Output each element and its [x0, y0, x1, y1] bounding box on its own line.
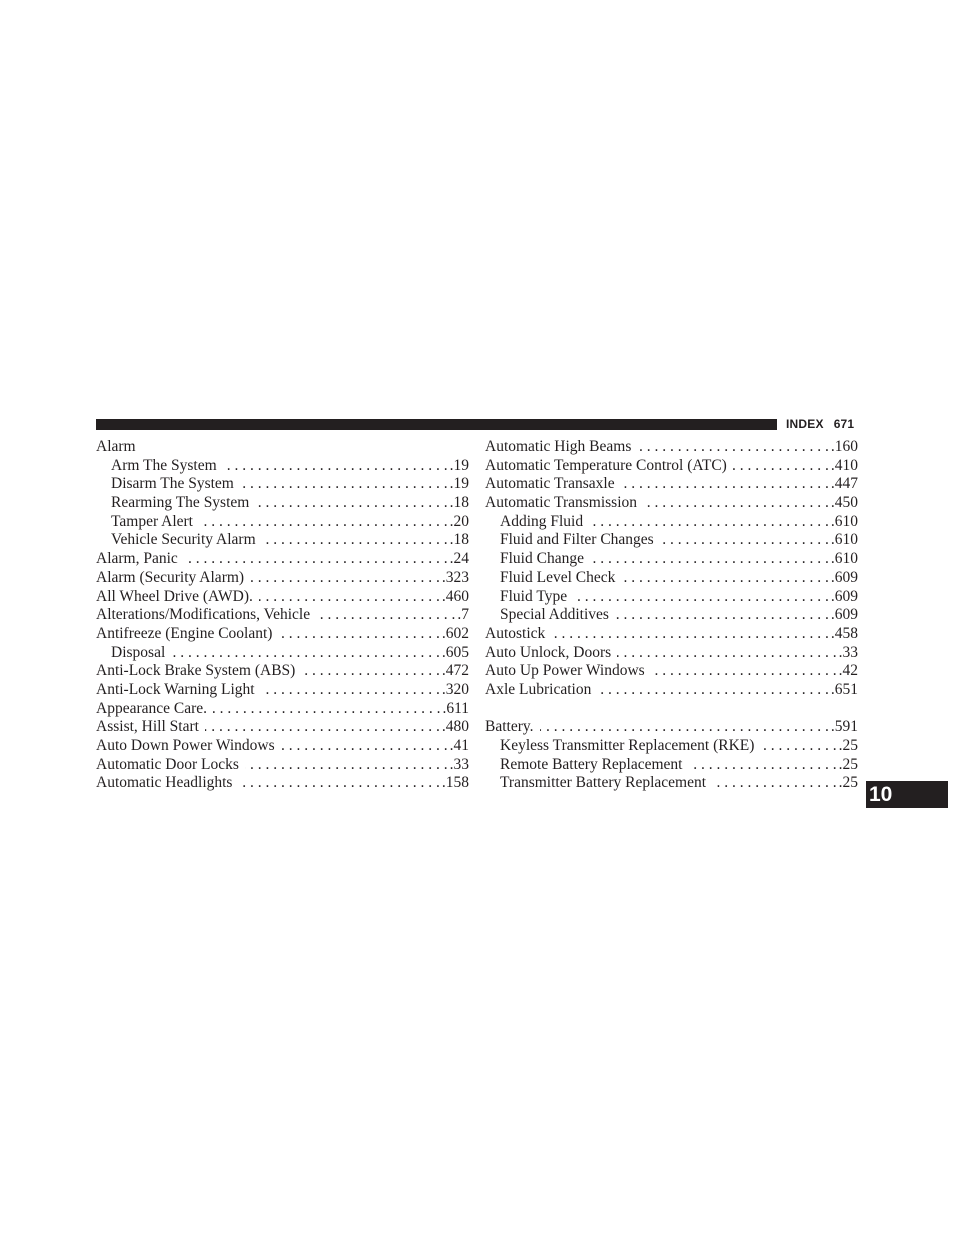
dot-leader: [733, 457, 829, 476]
index-page-ref: . 320: [442, 681, 469, 700]
index-term: Automatic Transmission: [485, 494, 638, 512]
index-term: Fluid Change: [500, 550, 584, 568]
index-page-ref: . 18: [450, 531, 469, 550]
dot-leader: [621, 569, 829, 588]
dot-leader: [760, 737, 836, 756]
dot-leader: [589, 513, 829, 532]
index-subentry: [96, 513, 469, 532]
index-page-ref: . 25: [839, 756, 858, 775]
index-page-ref: . 609: [831, 606, 858, 625]
index-entry: [96, 700, 469, 719]
dot-leader: [637, 438, 829, 457]
dot-leader: [223, 457, 448, 476]
dot-leader: [660, 531, 829, 550]
section-title: INDEX: [786, 417, 824, 431]
index-term: Autostick: [485, 624, 546, 642]
index-entry: [96, 569, 469, 588]
index-subentry: [485, 606, 858, 625]
dot-leader: [213, 700, 440, 719]
index-page-ref: . 609: [831, 569, 858, 588]
index-term: Fluid and Filter Changes: [500, 531, 654, 549]
index-term: Alarm (Security Alarm): [96, 568, 245, 586]
dot-leader: [255, 494, 447, 513]
index-term: Auto Down Power Windows: [96, 737, 275, 754]
index-term: All Wheel Drive (AWD).: [96, 587, 253, 605]
dot-leader: [184, 550, 448, 569]
index-term: Alarm: [96, 438, 136, 455]
dot-leader: [262, 531, 448, 550]
dot-leader: [240, 475, 448, 494]
index-subentry: [485, 531, 858, 550]
index-page-ref: . 24: [450, 550, 469, 569]
index-term: Automatic High Beams: [485, 438, 632, 455]
dot-leader: [199, 513, 448, 532]
index-entry: [485, 494, 858, 513]
index-page-ref: . 33: [450, 756, 469, 775]
index-entry: [96, 774, 469, 793]
index-term: Fluid Level Check: [500, 568, 616, 586]
index-term: Keyless Transmitter Replacement (RKE): [500, 737, 755, 754]
index-page-ref: . 42: [839, 662, 858, 681]
index-subentry: [485, 756, 858, 775]
index-term: Disposal: [111, 643, 166, 661]
index-page-ref: . 19: [450, 475, 469, 494]
index-page-ref: . 610: [831, 513, 858, 532]
index-entry: [96, 756, 469, 775]
dot-leader: [597, 681, 829, 700]
index-term: Rearming The System: [111, 494, 250, 512]
index-page-ref: . 158: [442, 774, 469, 793]
index-term: Auto Unlock, Doors: [485, 643, 612, 661]
dot-leader: [205, 718, 440, 737]
dot-leader: [573, 588, 829, 607]
index-page-ref: . 605: [442, 644, 469, 663]
dot-leader: [617, 644, 836, 663]
index-entry: [485, 457, 858, 476]
index-page-ref: . 7: [457, 606, 469, 625]
index-term: Alarm, Panic: [96, 550, 178, 568]
index-page-ref: . 480: [442, 718, 469, 737]
index-column-left: [96, 438, 469, 793]
index-term: Disarm The System: [111, 475, 234, 493]
index-page-ref: . 25: [839, 774, 858, 793]
index-term: Antifreeze (Engine Coolant): [96, 624, 273, 642]
dot-leader: [551, 625, 829, 644]
index-entry: [96, 588, 469, 607]
index-subentry: [485, 513, 858, 532]
index-term: Auto Up Power Windows: [485, 662, 645, 680]
index-entry: [96, 681, 469, 700]
index-entry: [96, 438, 469, 457]
index-page-ref: . 450: [831, 494, 858, 513]
index-entry: [485, 718, 858, 737]
index-term: Transmitter Battery Replacement: [500, 774, 707, 792]
index-subentry: [485, 737, 858, 756]
index-term: Automatic Transaxle: [485, 475, 615, 493]
index-column-right: [485, 438, 858, 793]
header-rule: [96, 419, 777, 430]
index-term: Anti-Lock Warning Light: [96, 680, 255, 698]
index-term: Appearance Care.: [96, 699, 208, 717]
index-subentry: [96, 475, 469, 494]
index-subentry: [485, 550, 858, 569]
index-page-ref: . 602: [442, 625, 469, 644]
index-entry: [485, 625, 858, 644]
dot-leader: [261, 681, 440, 700]
index-page-ref: . 591: [831, 718, 858, 737]
dot-leader: [245, 756, 448, 775]
dot-leader: [621, 475, 829, 494]
dot-leader: [238, 774, 439, 793]
index-subentry: [485, 774, 858, 793]
index-entry: [96, 737, 469, 756]
index-entry: [485, 475, 858, 494]
index-term: Arm The System: [111, 456, 217, 474]
running-header: [786, 417, 854, 431]
dot-leader: [250, 569, 440, 588]
index-spacer: [485, 700, 858, 719]
dot-leader: [651, 662, 837, 681]
index-entry: [485, 644, 858, 663]
index-term: Automatic Door Locks: [96, 755, 239, 773]
index-page-ref: . 458: [831, 625, 858, 644]
index-entry: [96, 550, 469, 569]
index-page-ref: . 611: [442, 700, 469, 719]
dot-leader: [281, 737, 448, 756]
index-entry: [96, 718, 469, 737]
chapter-tab: 10: [866, 781, 948, 808]
index-term: Assist, Hill Start: [96, 718, 199, 736]
index-entry: [96, 662, 469, 681]
index-subentry: [485, 569, 858, 588]
index-page-ref: . 33: [839, 644, 858, 663]
index-page-ref: . 20: [450, 513, 469, 532]
index-page-ref: . 610: [831, 550, 858, 569]
dot-leader: [689, 756, 837, 775]
dot-leader: [712, 774, 837, 793]
index-term: Battery.: [485, 718, 534, 736]
index-page-ref: . 160: [831, 438, 858, 457]
index-page-ref: . 323: [442, 569, 469, 588]
dot-leader: [615, 606, 829, 625]
index-page-ref: . 25: [839, 737, 858, 756]
index-page-ref: . 41: [450, 737, 469, 756]
index-term: Adding Fluid: [500, 512, 584, 530]
index-page-ref: . 19: [450, 457, 469, 476]
dot-leader: [278, 625, 439, 644]
index-page-ref: . 460: [442, 588, 469, 607]
index-term: Vehicle Security Alarm: [111, 531, 256, 549]
index-subentry: [96, 644, 469, 663]
dot-leader: [316, 606, 455, 625]
index-entry: [96, 606, 469, 625]
index-term: Fluid Type: [500, 587, 568, 605]
dot-leader: [540, 718, 829, 737]
index-page-ref: . 610: [831, 531, 858, 550]
dot-leader: [171, 644, 440, 663]
index-page-ref: . 609: [831, 588, 858, 607]
index-term: Alterations/Modifications, Vehicle: [96, 606, 311, 624]
index-subentry: [96, 457, 469, 476]
page-number: 671: [833, 417, 855, 431]
dot-leader: [259, 588, 440, 607]
index-entry: [485, 681, 858, 700]
index-entry: [96, 625, 469, 644]
index-page-ref: . 447: [831, 475, 858, 494]
index-entry: [485, 662, 858, 681]
index-entry: [485, 438, 858, 457]
index-subentry: [485, 588, 858, 607]
index-term: Tamper Alert: [111, 512, 193, 530]
dot-leader: [643, 494, 829, 513]
index-term: Remote Battery Replacement: [500, 755, 683, 773]
index-subentry: [96, 494, 469, 513]
index-page-ref: . 472: [442, 662, 469, 681]
index-term: Anti-Lock Brake System (ABS): [96, 662, 296, 680]
index-page-ref: . 18: [450, 494, 469, 513]
index-term: Automatic Headlights: [96, 774, 233, 792]
index-term: Automatic Temperature Control (ATC): [485, 456, 727, 474]
index-subentry: [96, 531, 469, 550]
index-page-ref: . 410: [831, 457, 858, 476]
dot-leader: [301, 662, 440, 681]
index-term: Axle Lubrication: [485, 680, 592, 698]
index-term: Special Additives: [500, 606, 609, 624]
dot-leader: [590, 550, 829, 569]
index-page-ref: . 651: [831, 681, 858, 700]
